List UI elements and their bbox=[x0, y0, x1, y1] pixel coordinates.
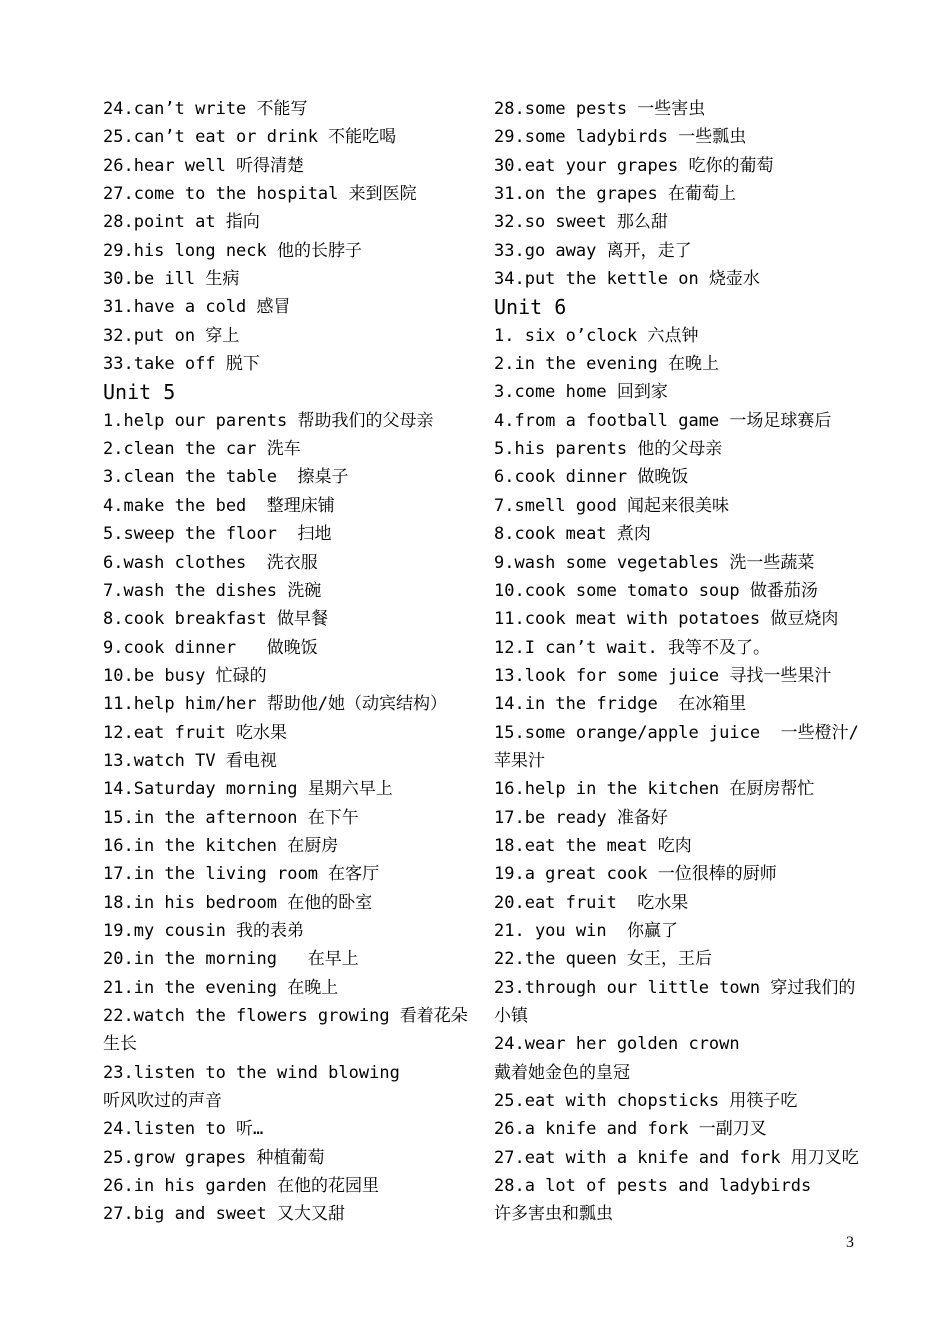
vocab-entry: 8.cook breakfast 做早餐 bbox=[103, 609, 328, 630]
right-column bbox=[494, 95, 859, 1229]
vocab-entry: 26.hear well 听得清楚 bbox=[103, 155, 305, 176]
vocab-entry: 12.eat fruit 吃水果 bbox=[103, 722, 288, 743]
vocab-entry: 23.through our little town 穿过我们的小镇 bbox=[494, 977, 856, 1026]
vocab-entry: 14.Saturday morning 星期六早上 bbox=[103, 779, 393, 800]
vocab-entry: 7.smell good 闻起来很美味 bbox=[494, 495, 730, 516]
vocab-entry: 20.in the morning 在早上 bbox=[103, 949, 359, 970]
vocab-entry: 9.wash some vegetables 洗一些蔬菜 bbox=[494, 552, 815, 573]
vocab-entry: 27.come to the hospital 来到医院 bbox=[103, 184, 417, 205]
vocab-entry: 戴着她金色的皇冠 bbox=[494, 1062, 630, 1083]
vocab-entry: 6.cook dinner 做晚饭 bbox=[494, 467, 689, 488]
vocab-entry: 17.in the living room 在客厅 bbox=[103, 864, 380, 885]
vocab-entry: 11.cook meat with potatoes 做豆烧肉 bbox=[494, 609, 839, 630]
vocab-entry: 2.clean the car 洗车 bbox=[103, 439, 301, 460]
vocab-entry: 14.in the fridge 在冰箱里 bbox=[494, 694, 747, 715]
vocab-entry: 30.eat your grapes 吃你的葡萄 bbox=[494, 155, 774, 176]
vocab-entry: 1.help our parents 帮助我们的父母亲 bbox=[103, 410, 434, 431]
vocab-entry: 15.in the afternoon 在下午 bbox=[103, 807, 359, 828]
vocab-entry: 4.from a football game 一场足球赛后 bbox=[494, 410, 832, 431]
vocab-entry: 28.some pests 一些害虫 bbox=[494, 99, 706, 119]
vocab-entry: 18.eat the meat 吃肉 bbox=[494, 835, 692, 856]
left-column bbox=[103, 95, 475, 1229]
vocab-entry: 25.grow grapes 种植葡萄 bbox=[103, 1147, 325, 1168]
vocab-entry: 3.clean the table 擦桌子 bbox=[103, 467, 349, 488]
vocab-entry: 18.in his bedroom 在他的卧室 bbox=[103, 892, 373, 913]
vocab-entry: 32.put on 穿上 bbox=[103, 325, 240, 346]
vocab-entry: 11.help him/her 帮助他/她（动宾结构） bbox=[103, 694, 447, 715]
vocab-entry: 33.take off 脱下 bbox=[103, 354, 260, 375]
vocab-entry: 8.cook meat 煮肉 bbox=[494, 524, 651, 545]
vocab-entry: 30.be ill 生病 bbox=[103, 269, 240, 290]
vocab-entry: 33.go away 离开，走了 bbox=[494, 240, 692, 261]
vocab-entry: 13.watch TV 看电视 bbox=[103, 750, 277, 771]
unit-heading: Unit 5 bbox=[103, 380, 176, 405]
vocab-entry: 29.some ladybirds 一些瓢虫 bbox=[494, 127, 747, 148]
page-number: 3 bbox=[846, 1234, 854, 1251]
vocab-entry: 7.wash the dishes 洗碗 bbox=[103, 580, 322, 601]
vocab-entry: 6.wash clothes 洗衣服 bbox=[103, 552, 318, 573]
vocab-entry: 31.have a cold 感冒 bbox=[103, 297, 291, 318]
vocab-entry: 16.help in the kitchen 在厨房帮忙 bbox=[494, 779, 815, 800]
vocab-entry: 22.the queen 女王，王后 bbox=[494, 949, 713, 970]
vocab-entry: 27.big and sweet 又大又甜 bbox=[103, 1204, 345, 1225]
vocab-entry: 16.in the kitchen 在厨房 bbox=[103, 835, 339, 856]
vocab-entry: 1. six o’clock 六点钟 bbox=[494, 325, 699, 346]
vocab-entry: 29.his long neck 他的长脖子 bbox=[103, 240, 362, 261]
vocab-entry: 19.a great cook 一位很棒的厨师 bbox=[494, 864, 777, 885]
vocab-entry: 12.I can’t wait. 我等不及了。 bbox=[494, 637, 770, 658]
vocab-entry: 21. you win 你赢了 bbox=[494, 920, 679, 941]
vocab-entry: 25.can’t eat or drink 不能吃喝 bbox=[103, 127, 397, 148]
vocab-entry: 25.eat with chopsticks 用筷子吃 bbox=[494, 1091, 798, 1112]
vocab-entry: 13.look for some juice 寻找一些果汁 bbox=[494, 665, 832, 686]
vocab-entry: 23.listen to the wind blowing bbox=[103, 1062, 400, 1083]
vocab-entry: 许多害虫和瓢虫 bbox=[494, 1204, 613, 1225]
vocab-entry: 24.wear her golden crown bbox=[494, 1034, 740, 1055]
vocab-entry: 24.can’t write 不能写 bbox=[103, 99, 308, 119]
vocab-entry: 21.in the evening 在晚上 bbox=[103, 977, 339, 998]
vocab-entry: 31.on the grapes 在葡萄上 bbox=[494, 184, 736, 205]
vocab-entry: 听风吹过的声音 bbox=[103, 1091, 222, 1112]
vocab-entry: 32.so sweet 那么甜 bbox=[494, 212, 668, 233]
vocab-entry: 19.my cousin 我的表弟 bbox=[103, 920, 305, 941]
vocab-entry: 9.cook dinner 做晚饭 bbox=[103, 637, 318, 658]
vocab-entry: 24.listen to 听… bbox=[103, 1119, 264, 1140]
vocab-entry: 34.put the kettle on 烧壶水 bbox=[494, 269, 760, 290]
vocab-entry: 2.in the evening 在晚上 bbox=[494, 354, 719, 375]
unit-heading: Unit 6 bbox=[494, 295, 567, 320]
vocab-entry: 3.come home 回到家 bbox=[494, 382, 668, 403]
vocab-entry: 27.eat with a knife and fork 用刀叉吃 bbox=[494, 1147, 859, 1168]
vocab-entry: 4.make the bed 整理床铺 bbox=[103, 495, 335, 516]
vocab-entry: 15.some orange/apple juice 一些橙汁/苹果汁 bbox=[494, 722, 859, 771]
vocab-entry: 17.be ready 准备好 bbox=[494, 807, 668, 828]
vocab-entry: 28.a lot of pests and ladybirds bbox=[494, 1176, 812, 1197]
vocab-entry: 20.eat fruit 吃水果 bbox=[494, 892, 689, 913]
vocab-entry: 22.watch the flowers growing 看着花朵生长 bbox=[103, 1006, 468, 1055]
vocab-entry: 10.cook some tomato soup 做番茄汤 bbox=[494, 580, 818, 601]
vocab-entry: 26.a knife and fork 一副刀叉 bbox=[494, 1119, 767, 1140]
vocab-entry: 10.be busy 忙碌的 bbox=[103, 665, 267, 686]
vocab-entry: 5.his parents 他的父母亲 bbox=[494, 439, 723, 460]
vocab-entry: 5.sweep the floor 扫地 bbox=[103, 524, 332, 545]
vocab-entry: 28.point at 指向 bbox=[103, 212, 260, 233]
vocab-entry: 26.in his garden 在他的花园里 bbox=[103, 1176, 379, 1197]
